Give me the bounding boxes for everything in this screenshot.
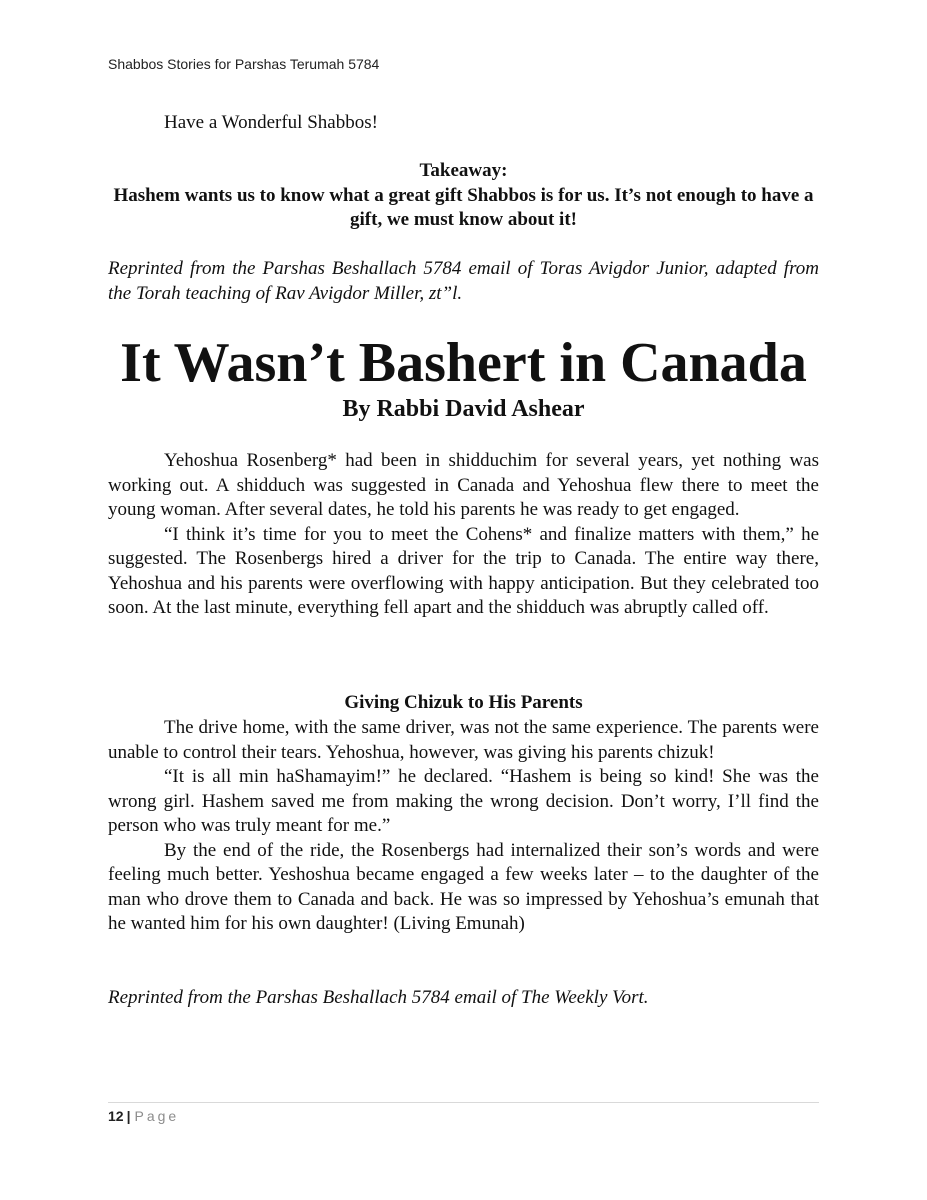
page-footer [108,1107,179,1125]
paragraph: “I think it’s time for you to meet the Cohens* and finalize matters with them,” he suggested. The Rosenbergs hired a driver for the trip to Canada. The entire way there, Yehoshua and his parents were overflowing with happy anticipation. But they celebrated too soon. At the last minute, everything fell apart and the shidduch was abruptly called off. [108,523,819,618]
reprint-note-previous: Reprinted from the Parshas Beshallach 5784 email of Toras Avigdor Junior, adapted from the Torah teaching of Rav Avigdor Miller, zt”l. [108,258,819,304]
paragraph: The drive home, with the same driver, was not the same experience. The parents were unable to control their tears. Yehoshua, however, was giving his parents chizuk! [108,717,819,763]
section-heading: Giving Chizuk to His Parents [344,692,583,713]
paragraph: By the end of the ride, the Rosenbergs had internalized their son’s words and were feeling much better. Yeshoshua became engaged a few weeks later – to the daughter of the man who drove them to Canada and back. He was so impressed by Yehoshua’s emunah that he wanted him for his own daughter! (Living Emunah) [108,839,819,934]
paragraph: “It is all min haShamayim!” he declared. “Hashem is being so kind! She was the wrong girl. Hashem saved me from making the wrong decision. Don’t worry, I’ll find the person who was truly meant for me.” [108,766,819,836]
article-title: It Wasn’t Bashert in Canada [120,332,807,394]
article-body-part-2 [108,716,819,937]
document-page [108,0,819,1200]
page-number: 12 [108,1108,124,1124]
reprint-note-article: Reprinted from the Parshas Beshallach 5784 email of The Weekly Vort. [108,987,649,1008]
running-header: Shabbos Stories for Parshas Terumah 5784 [108,56,380,72]
footer-divider [108,1102,819,1103]
article-body-part-1 [108,449,819,621]
page-label: Page [134,1108,180,1124]
paragraph: Yehoshua Rosenberg* had been in shidduchim for several years, yet nothing was working out. A shidduch was suggested in Canada and Yehoshua flew there to meet the young woman. After several dates, he told his parents he was ready to get engaged. [108,450,819,520]
sign-off-line: Have a Wonderful Shabbos! [164,112,378,133]
footer-separator: | [126,1108,131,1124]
takeaway-box [108,159,819,233]
article-byline: By Rabbi David Ashear [342,396,585,422]
takeaway-label: Takeaway: [419,160,508,181]
takeaway-text: Hashem wants us to know what a great gift Shabbos is for us. It’s not enough to have a gift, we must know about it! [113,184,814,230]
